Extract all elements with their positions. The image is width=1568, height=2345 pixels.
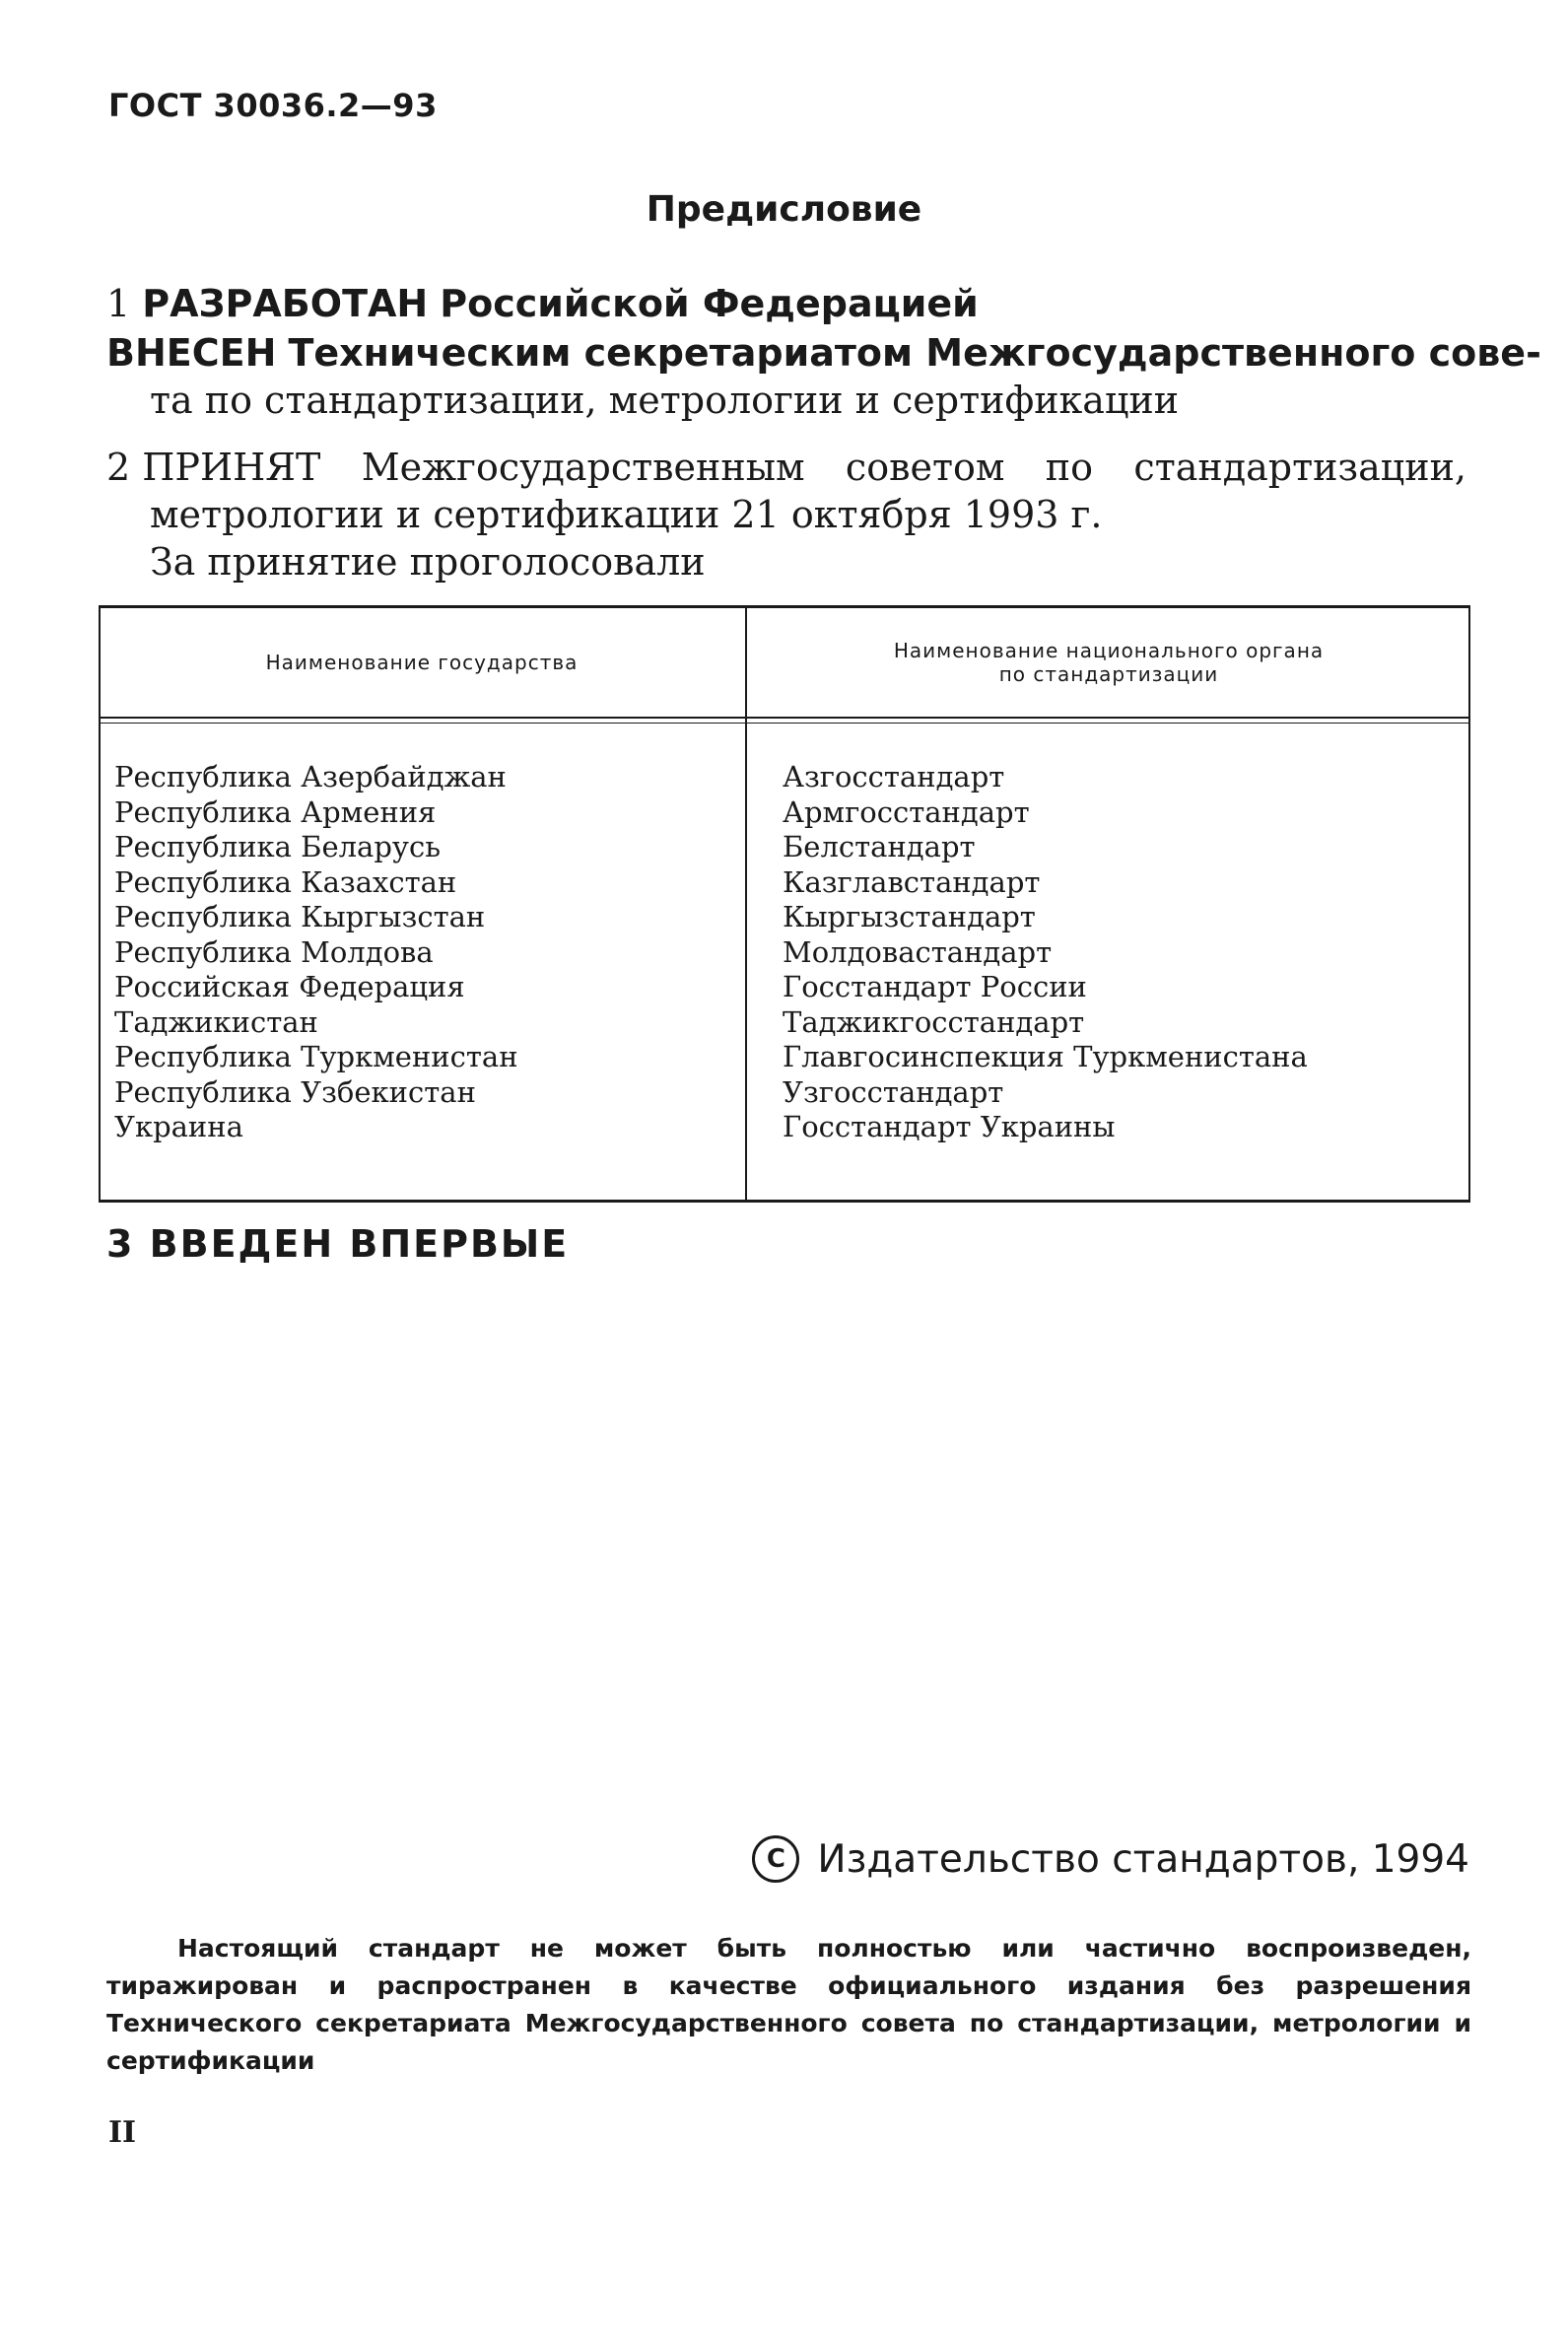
body-item: Азгосстандарт [783,760,1005,793]
copyright-text: Издательство стандартов, 1994 [817,1836,1469,1882]
reproduction-notice: Настоящий стандарт не может быть полностью или частично воспроизведен, тиражирован и распространен в качестве официального издания без разрешения Технического секретариата Межгосударственного совета по стандартизации, метрологии и сертификации [106,1934,1471,2075]
state-item: Республика Узбекистан [114,1074,476,1109]
state-item: Республика Туркменистан [114,1040,518,1073]
item-2-word-1: Межгосударственным [361,446,805,489]
page-title: Предисловие [646,189,922,230]
voting-table [99,605,1470,1203]
state-item: Республика Беларусь [114,830,441,863]
table-header-body-line-2: по стандартизации [998,662,1219,686]
state-item: Республика Молдова [114,934,434,969]
item-1b-keyword: ВНЕСЕН [106,331,277,375]
item-2-word-4: стандартизации, [1133,446,1466,489]
body-list [783,760,1308,1145]
page-number: II [108,2115,137,2150]
item-2-continuation: метрологии и сертификации 21 октября 1993 г. [150,493,1103,536]
table-header-separator [99,717,1470,719]
item-1-keyword: РАЗРАБОТАН [142,282,429,325]
standard-code: ГОСТ 30036.2—93 [108,87,438,124]
state-item: Украина [114,1110,243,1143]
table-header-body [747,608,1470,717]
table-header-separator-double [99,723,1470,724]
body-item: Таджикгосстандарт [783,1004,1085,1039]
state-item: Российская Федерация [114,970,465,1003]
item-2-number: 2 [106,446,131,489]
copyright-icon: C [752,1835,799,1883]
item-1b-text: Техническим секретариатом Межгосударственного сове- [288,331,1541,375]
item-2-vote: За принятие проголосовали [150,540,706,584]
item-1b-continuation: та по стандартизации, метрологии и сертификации [150,379,1180,422]
item-1-developed [106,282,979,325]
table-header-state [99,608,745,717]
body-item: Белстандарт [783,830,976,863]
item-2-word-3: по [1045,446,1094,489]
body-item: Главгосинспекция Туркменистана [783,1040,1308,1073]
item-1-number: 1 [106,282,131,325]
state-item: Республика Азербайджан [114,760,507,793]
state-item: Республика Армения [114,794,437,829]
item-1-introduced [106,331,1541,375]
item-3-introduced-first: 3 ВВЕДЕН ВПЕРВЫЕ [106,1222,570,1266]
body-item: Армгосстандарт [783,794,1030,829]
item-2-adopted [106,446,1466,489]
body-item: Госстандарт Украины [783,1110,1116,1143]
state-item: Республика Кыргызстан [114,900,486,933]
item-2-word-2: советом [845,446,1005,489]
table-header-state-label: Наименование государства [265,651,579,674]
state-item: Таджикистан [114,1004,318,1039]
item-2-lead [106,446,320,489]
copyright-line [752,1835,1469,1883]
body-item: Казглавстандарт [783,864,1041,899]
state-item: Республика Казахстан [114,864,457,899]
state-list [114,760,518,1145]
body-item: Госстандарт России [783,970,1087,1003]
body-item: Кыргызстандарт [783,900,1036,933]
item-2-keyword: ПРИНЯТ [142,446,321,489]
item-1-text: Российской Федерацией [440,282,979,325]
table-header-body-line-1: Наименование национального органа [893,639,1325,662]
body-item: Узгосстандарт [783,1074,1004,1109]
body-item: Молдовастандарт [783,934,1053,969]
